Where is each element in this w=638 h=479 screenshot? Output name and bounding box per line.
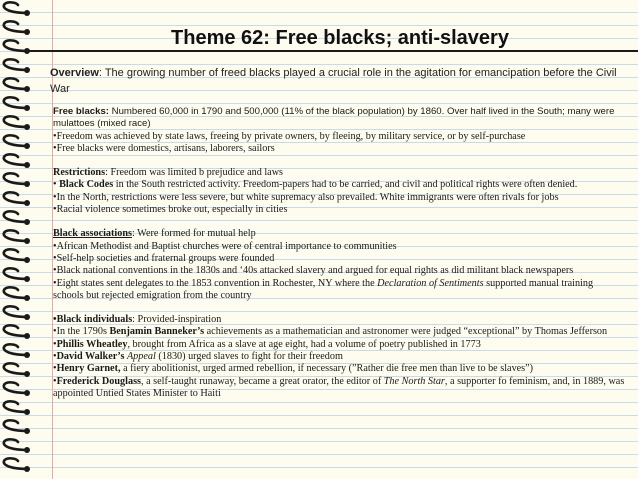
list-item	[53, 278, 625, 303]
section-associations	[53, 228, 625, 302]
banneker-name: Benjamin Banneker’s	[109, 326, 205, 338]
list-item	[53, 363, 625, 375]
list-item	[53, 179, 625, 191]
restrictions-text: : Freedom was limited b prejudice and laws	[105, 167, 284, 179]
list-item: •Freedom was achieved by state laws, freeing by private owners, by fleeing, by military service, or by self-purchase	[53, 130, 526, 142]
wheatley-text: , brought from Africa as a slave at age eight, had a volume of poetry published in 1773	[127, 338, 481, 350]
eight-states-suffix: supported manual training schools but rejected emigration from the country	[53, 277, 594, 301]
overview-text: : The growing number of freed blacks played a crucial role in the agitation for emancipation before the Civil War	[50, 67, 617, 95]
individuals-text: : Provided-inspiration	[132, 314, 222, 326]
appeal-title: Appeal	[126, 351, 156, 363]
list-item: •Free blacks were domestics, artisans, laborers, sailors	[53, 142, 275, 154]
individuals-label: •Black individuals	[53, 314, 133, 326]
garnet-text: a fiery abolitionist, urged armed rebellion, if necessary (”Rather die free men than live to be slaves”)	[120, 363, 534, 375]
black-codes-text: in the South restricted activity. Freedom-papers had to be carried, and civil and political rights were often denied.	[113, 179, 578, 191]
walker-name: David Walker’s	[56, 351, 125, 363]
garnet-name: Henry Garnet,	[56, 363, 121, 375]
bullet-prefix: •	[53, 363, 57, 375]
free-blacks-label: Free blacks:	[53, 106, 109, 117]
individuals-intro	[53, 314, 625, 326]
north-star-title: The North Star	[383, 375, 445, 387]
banneker-text: achievements as a mathematician and astronomer were judged “exceptional” by Thomas Jefferson	[204, 326, 608, 338]
bullet-prefix: •	[53, 375, 57, 387]
douglass-text: , a self-taught runaway, became a great orator, the editor of	[141, 375, 384, 387]
list-item: •Black national conventions in the 1830s and ‘40s attacked slavery and argued for equal rights as did militant black newspapers	[53, 265, 574, 277]
list-item	[53, 326, 625, 338]
associations-intro	[53, 228, 625, 240]
bullet-prefix: •	[53, 351, 57, 363]
section-restrictions	[53, 167, 625, 216]
black-codes-label: Black Codes	[59, 179, 114, 191]
douglass-text-end: , a supporter fo feminism, and, in 1889, was appointed Untied States Minister to Haiti	[53, 375, 625, 399]
douglass-name: Frederick Douglass	[56, 375, 141, 387]
list-item	[53, 351, 625, 363]
restrictions-label: Restrictions	[53, 167, 106, 179]
associations-text: : Were formed for mutual help	[131, 228, 256, 240]
free-blacks-text: Numbered 60,000 in 1790 and 500,000 (11% of the black population) by 1860. Over half lived in the South; many were mulattoes (mixed race)	[53, 106, 615, 130]
bullet-prefix: •	[53, 179, 60, 191]
main-content	[53, 106, 625, 400]
section-individuals	[53, 314, 625, 400]
walker-text: (1830) urged slaves to fight for their freedom	[155, 351, 343, 363]
overview-label: Overview	[50, 67, 99, 79]
list-item: •Racial violence sometimes broke out, especially in cities	[53, 204, 288, 216]
list-item	[53, 376, 625, 401]
list-item: •In the North, restrictions were less severe, but white supremacy also prevailed. White immigrants were often rivals for jobs	[53, 191, 559, 203]
list-item: •African Methodist and Baptist churches were of central importance to communities	[53, 240, 397, 252]
list-item	[53, 339, 625, 351]
bullet-prefix: •In the 1790s	[53, 326, 110, 338]
eight-states-text: •Eight states sent delegates to the 1853 convention in Rochester, NY where the	[53, 277, 378, 289]
overview-paragraph	[50, 65, 625, 97]
free-blacks-intro	[53, 106, 625, 131]
wheatley-name: Phillis Wheatley	[56, 338, 128, 350]
title-underline	[22, 50, 638, 52]
restrictions-intro	[53, 167, 625, 179]
bullet-prefix: •	[53, 338, 57, 350]
list-item: •Self-help societies and fraternal groups were founded	[53, 252, 275, 264]
spiral-binding-icon	[0, 0, 40, 479]
section-free-blacks	[53, 106, 625, 155]
page-title: Theme 62: Free blacks; anti-slavery	[171, 27, 509, 49]
declaration-title: Declaration of Sentiments	[377, 277, 484, 289]
associations-label: Black associations	[53, 228, 132, 240]
